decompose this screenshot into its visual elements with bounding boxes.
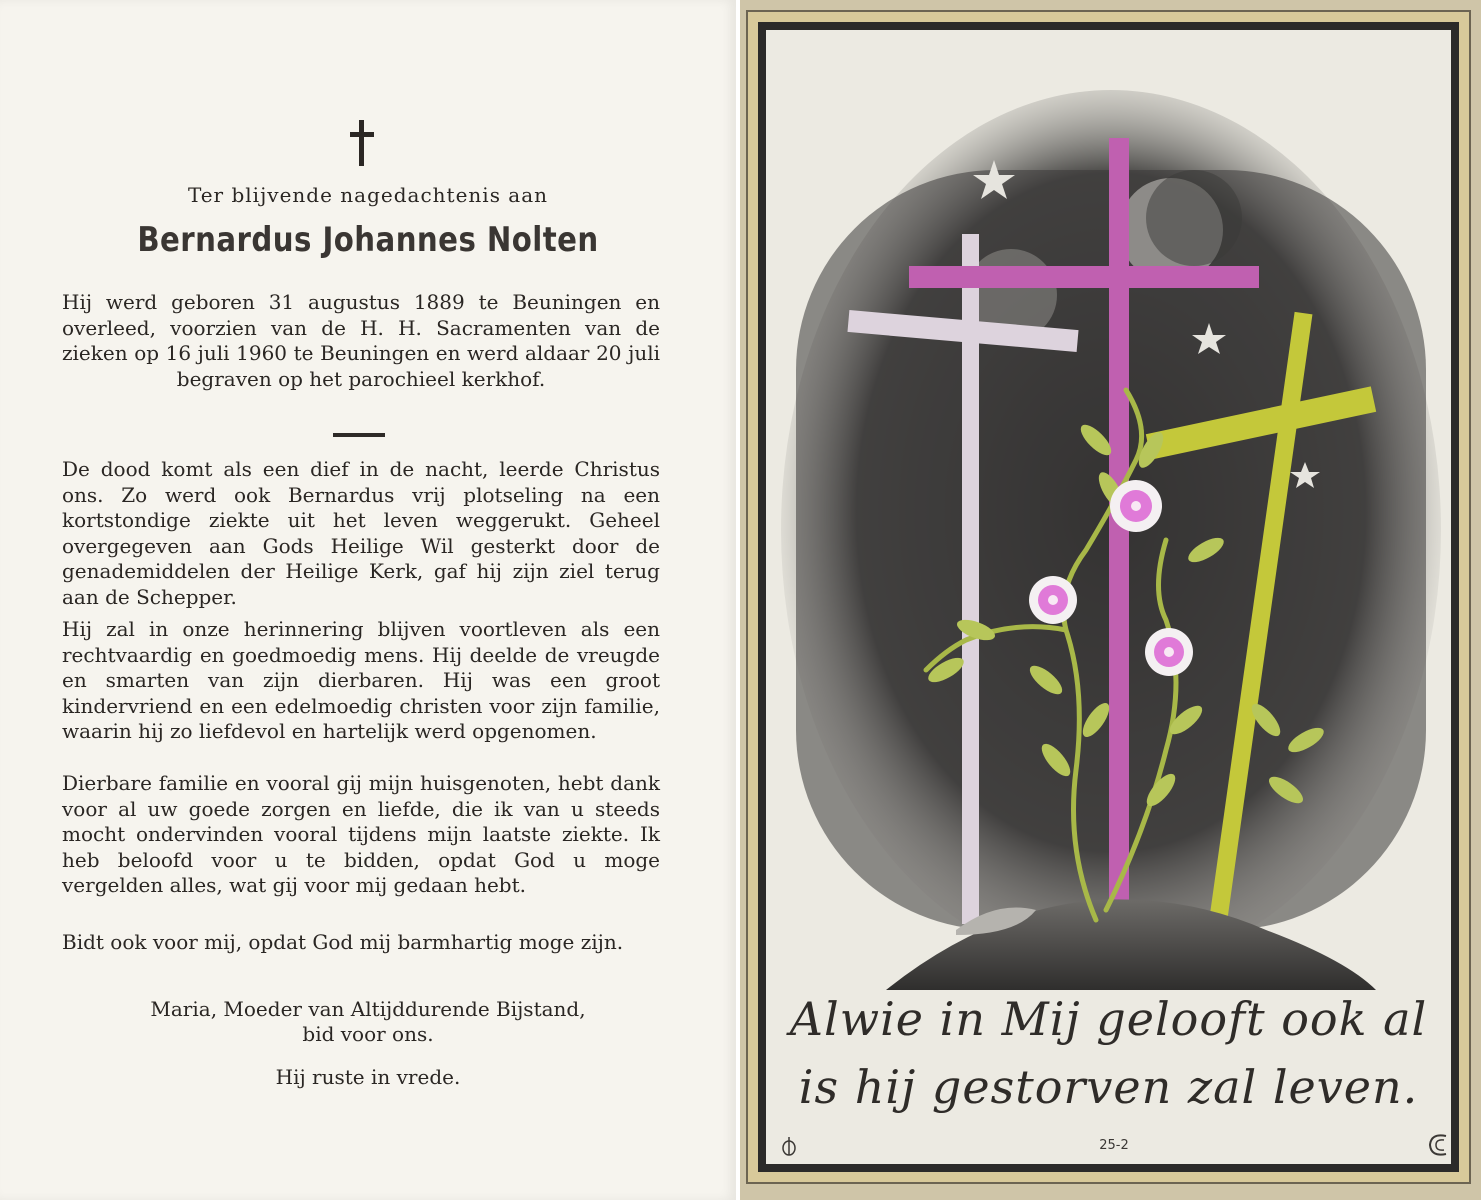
motto-line: is hij gestorven zal leven.: [798, 1060, 1419, 1114]
print-code: 25-2: [1099, 1138, 1129, 1153]
text-paragraph: Dierbare familie en vooral gij mijn huisgenoten, hebt dank voor al uw goede zorgen en liefde, die ik van u steeds mocht ondervinden vooral tijdens mijn laatste ziekte. Ik heb beloofd voor u te bidden, opdat God u moge vergelden alles, wat gij voor mij gedaan hebt.: [62, 771, 660, 898]
publisher-mark-icon: [1426, 1131, 1452, 1159]
cross-icon: [340, 118, 384, 168]
invocation-line: bid voor ons.: [302, 1022, 434, 1046]
biography-paragraph: Hij werd geboren 31 augustus 1889 te Beuningen en overleed, voorzien van de H. H. Sacramenten van de zieken op 16 juli 1960 te Beuningen en werd aldaar 20 juli begraven op het parochieel kerkhof.: [62, 290, 660, 391]
flower-icon: [1145, 628, 1193, 676]
card-artwork-panel: [766, 30, 1451, 1164]
printer-mark-icon: [780, 1135, 798, 1157]
left-page-text: [0, 0, 736, 1200]
flower-icon: [1110, 480, 1162, 532]
text-paragraph: De dood komt als een dief in de nacht, leerde Christus ons. Zo werd ook Bernardus vrij plotseling na een kortstondige ziekte uit het leven weggerukt. Geheel overgegeven aan Gods Heilige Wil gesterkt door de genademiddelen der Heilige Kerk, gaf hij zijn ziel terug aan de Schepper.: [62, 457, 660, 609]
card-frame: [746, 10, 1471, 1184]
motto-line: Alwie in Mij gelooft ook al: [789, 992, 1428, 1046]
memorial-intro: Ter blijvende nagedachtenis aan: [187, 183, 549, 207]
card-black-border: [758, 22, 1459, 1172]
divider: [333, 433, 385, 437]
text-paragraph: Bidt ook voor mij, opdat God mij barmhartig moge zijn.: [62, 930, 624, 954]
flower-icon: [1029, 576, 1077, 624]
text-paragraph: Hij zal in onze herinnering blijven voortleven als een rechtvaardig en goedmoedig mens. Hij deelde de vreugde en smarten van zijn dierbaren. Hij was een groot kindervriend en een edelmoedig christen voor zijn familie, waarin hij zo liefdevol en hartelijk werd opgenomen.: [62, 617, 660, 744]
right-page-image: [740, 0, 1481, 1200]
closing-line: Hij ruste in vrede.: [275, 1065, 461, 1089]
invocation-line: Maria, Moeder van Altijddurende Bijstand,: [150, 997, 586, 1021]
deceased-name: Bernardus Johannes Nolten: [137, 220, 599, 260]
